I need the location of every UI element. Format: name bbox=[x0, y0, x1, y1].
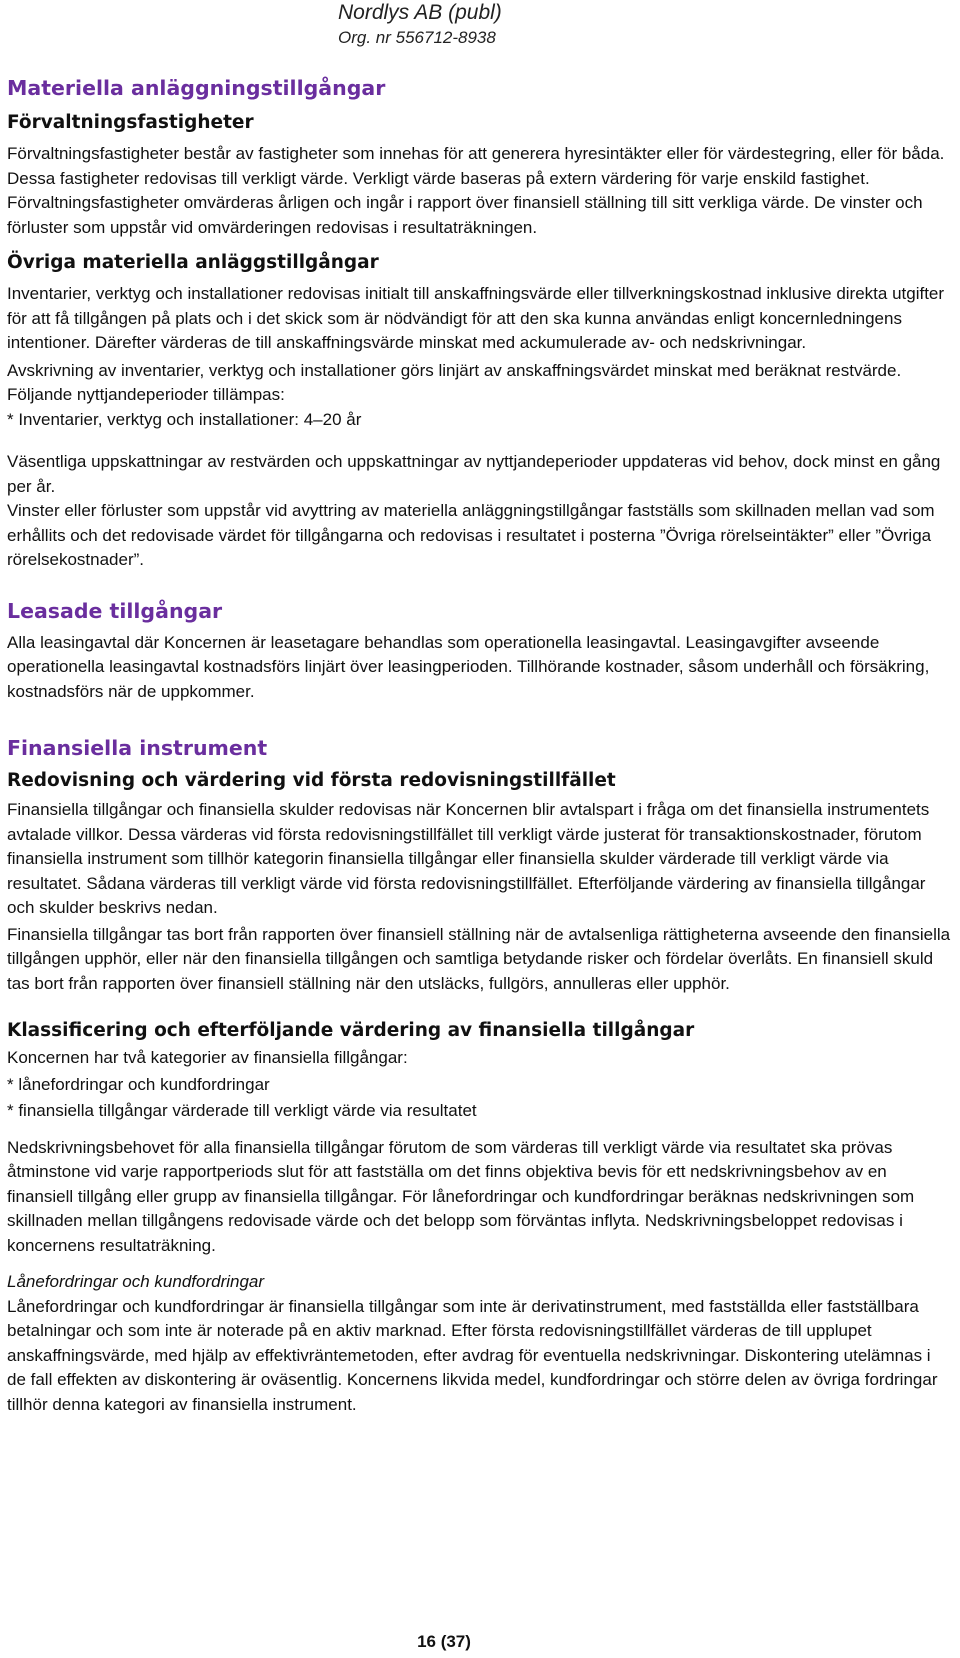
heading-redovisning: Redovisning och värdering vid första redovisningstillfället bbox=[7, 770, 616, 791]
page-header bbox=[338, 0, 502, 50]
list-item: * Inventarier, verktyg och installationer: 4–20 år bbox=[7, 409, 362, 429]
org-number: Org. nr 556712-8938 bbox=[338, 28, 496, 47]
heading-klassificering: Klassificering och efterföljande värdering av finansiella tillgångar bbox=[7, 1020, 695, 1041]
heading-materiella: Materiella anläggningstillgångar bbox=[7, 76, 386, 100]
paragraph: Inventarier, verktyg och installationer redovisas initialt till anskaffningsvärde eller tillverkningskostnad inklusive direkta utgifter för att få tillgången på plats och i det skick som är nödvändigt för att den ska kunna användas enligt koncernledningens intentioner. Därefter värderas de till anskaffningsvärde minskat med ackumulerade av- och nedskrivningar. bbox=[7, 284, 945, 352]
paragraph: Alla leasingavtal där Koncernen är leasetagare behandlas som operationella leasingavtal. Leasingavgifter avseende operationella leasingavtal kostnadsförs linjärt över leasingperioden. Tillhörande kostnader, såsom underhåll och försäkring, kostnadsförs när de uppkommer. bbox=[7, 632, 930, 701]
paragraph: Finansiella tillgångar tas bort från rapporten över finansiell ställning när de avtalsenliga rättigheterna avseende den finansiella tillgången upphör, eller när den finansiella tillgången och samtliga betydande risker och fördelar överlåts. En finansiell skuld tas bort från rapporten över finansiell ställning när den utsläcks, fullgörs, annulleras eller upphör. bbox=[7, 924, 951, 993]
paragraph: Koncernen har två kategorier av finansiella fillgångar: bbox=[7, 1048, 408, 1067]
heading-leasade: Leasade tillgångar bbox=[7, 598, 223, 623]
company-name: Nordlys AB (publ) bbox=[338, 1, 502, 24]
paragraph: Förvaltningsfastigheter består av fastigheter som innehas för att generera hyresintäkter eller för värdestegring, eller för båda. Dessa fastigheter redovisas till verkligt värde. Verkligt värde baseras på extern värdering för varje enskild fastighet. bbox=[7, 144, 945, 188]
heading-ovriga-materiella: Övriga materiella anläggstillgångar bbox=[7, 252, 379, 273]
heading-forvaltningsfastigheter: Förvaltningsfastigheter bbox=[7, 112, 254, 133]
page-number: 16 (37) bbox=[417, 1632, 471, 1651]
paragraph: Förvaltningsfastigheter omvärderas årligen och ingår i rapport över finansiell ställning till sitt verkliga värde. De vinster och förluster som uppstår vid omvärderingen redovisas i resultaträkningen. bbox=[7, 193, 923, 237]
paragraph: Avskrivning av inventarier, verktyg och installationer görs linjärt av anskaffningsvärdet minskat med beräknat restvärde. Följande nyttjandeperioder tillämpas: bbox=[7, 360, 902, 404]
document-body bbox=[7, 74, 953, 1417]
paragraph: Finansiella tillgångar och finansiella skulder redovisas när Koncernen blir avtalspart i fråga om det finansiella instrumentets avtalade villkor. Dessa värderas vid första redovisningstillfället till verkligt värde justerat för transaktionskostnader, förutom finansiella instrument som tillhör kategorin finansiella tillgångar eller finansiella skulder värderade till verkligt värde via resultatet. Sådana värderas till verkligt värde vid första redovisningstillfället. Efterföljande värdering av finansiella tillgångar och skulder beskrivs nedan. bbox=[7, 800, 930, 917]
paragraph: Lånefordringar och kundfordringar är finansiella tillgångar som inte är derivatinstrument, med fastställda eller fastställbara betalningar och som inte är noterade på en aktiv marknad. Efter första redovisningstillfället värderas de till upplupet anskaffningsvärde, med hjälp av effektivräntemetoden, efter avdrag för eventuella nedskrivningar. Diskontering utelämnas i de fall effekten av diskontering är oväsentlig. Koncernens likvida medel, kundfordringar och större delen av övriga fordringar tillhör denna kategori av finansiella instrument. bbox=[7, 1296, 938, 1414]
paragraph: Väsentliga uppskattningar av restvärden och uppskattningar av nyttjandeperioder uppdateras vid behov, dock minst en gång per år. bbox=[7, 452, 941, 496]
paragraph: Nedskrivningsbehovet för alla finansiella tillgångar förutom de som värderas till verkligt värde via resultatet ska prövas åtminstone vid varje rapportperiods slut för att fastställa om det finns objektiva bevis för ett nedskrivningsbehov av en finansiell tillgång eller grupp av finansiella tillgångar. För lånefordringar och kundfordringar beräknas nedskrivningen som skillnaden mellan tillgångens redovisade värde och det belopp som förväntas inflyta. Nedskrivningsbeloppet redovisas i koncernens resultaträkning. bbox=[7, 1137, 915, 1255]
heading-finansiella: Finansiella instrument bbox=[7, 736, 268, 760]
list-item: * lånefordringar och kundfordringar bbox=[7, 1074, 270, 1094]
list-item: * finansiella tillgångar värderade till verkligt värde via resultatet bbox=[7, 1101, 477, 1120]
subheading-lanefordringar: Lånefordringar och kundfordringar bbox=[7, 1272, 265, 1291]
paragraph: Vinster eller förluster som uppstår vid avyttring av materiella anläggningstillgångar fastställs som skillnaden mellan vad som erhållits och det redovisade värdet för tillgångarna och redovisas i resultatet i posterna ”Övriga rörelseintäkter” eller ”Övriga rörelsekostnader”. bbox=[7, 501, 935, 569]
